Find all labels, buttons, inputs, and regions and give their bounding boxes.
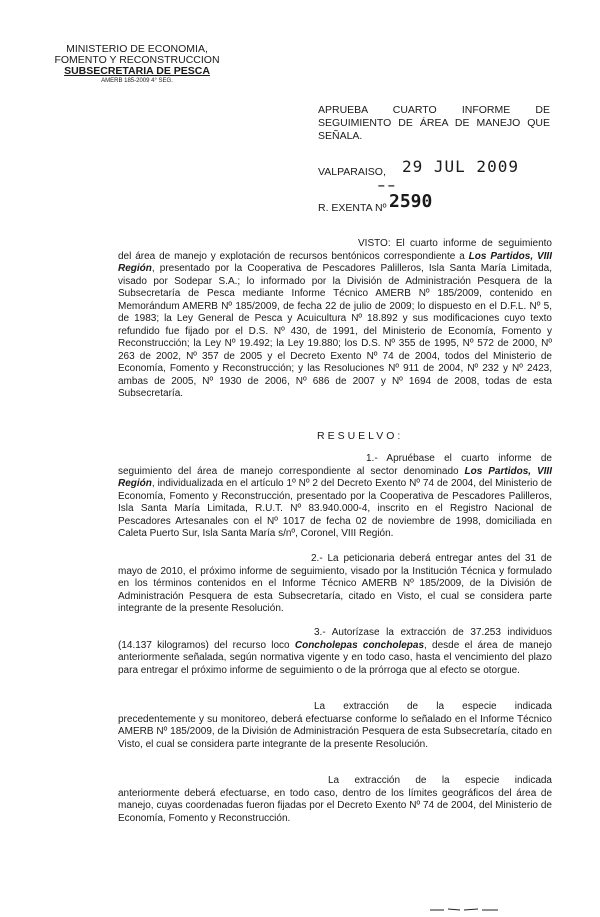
article-2 <box>118 553 552 616</box>
article-3-species: Concholepas concholepas <box>294 639 425 651</box>
letterhead <box>52 44 222 85</box>
subject-block <box>318 104 550 143</box>
article-3-text-a: 3.- Autorízase la extracción de 37.253 individuos (14.137 kilogramos) del recurso loco <box>118 627 552 651</box>
article-1 <box>118 453 552 541</box>
subject-line-1: APRUEBA CUARTO INFORME DE <box>318 104 550 116</box>
visto-text-a: VISTO: El cuarto informe de seguimiento del área de manejo y explotación de recursos bentónicos correspondiente a <box>118 238 552 262</box>
place-label: VALPARAISO, <box>318 166 386 178</box>
ministry-line-1: MINISTERIO DE ECONOMIA, <box>66 43 208 55</box>
resuelvo-heading: RESUELVO: <box>317 430 404 442</box>
resolution-number-stamp: 2590 <box>389 191 433 212</box>
subsecretariat-line: SUBSECRETARIA DE PESCA <box>64 65 210 77</box>
bottom-mark <box>430 906 500 912</box>
visto-paragraph <box>118 238 552 401</box>
article-3 <box>118 627 552 677</box>
file-reference: AMERB 185-2009 4° SEG. <box>101 78 173 84</box>
visto-sector: Los Partidos, VIII Región <box>118 250 552 274</box>
subject-line-3: SEÑALA. <box>318 130 363 142</box>
paragraph-monitoring-text: La extracción de la especie indicada precedentemente y su monitoreo, deberá efectuarse conforme lo señalado en el Informe Técnico AMERB Nº 185/2009, de la División de Administración Pesquera de esta Subsecretaría, citado en Visto, el cual se considera parte integrante de la presente Resolución. <box>118 701 552 750</box>
stamp-mark: – – <box>378 178 395 192</box>
paragraph-limits-text: La extracción de la especie indicada anteriormente deberá efectuarse, en todo caso, dentro de los límites geográficos del área de manejo, cuyas coordenadas fueron fijadas por el Decreto Exento Nº 74 de 2004, del Ministerio de Economía, Fomento y Reconstrucción. <box>118 775 552 824</box>
paragraph-monitoring <box>118 701 552 751</box>
article-1-text-b: , individualizada en el artículo 1º Nº 2 del Decreto Exento Nº 74 de 2004, del Ministerio de Economía, Fomento y Reconstrucción, presentado por la Cooperativa de Pescadores Palilleros, Isla Santa María Limitada, R.U.T. Nº 83.940.000-4, inscrito en el Registro Nacional de Pescadores Artesanales con el Nº 1017 de fecha 02 de noviembre de 1998, domiciliada en Caleta Puerto Sur, Isla Santa María s/nº, Coronel, VIII Región. <box>118 478 552 539</box>
visto-text-b: , presentado por la Cooperativa de Pescadores Palilleros, Isla Santa María Limitada, visado por Sodepar S.A.; lo informado por la División de Administración Pesquera de la Subsecretaría de Pesca mediante Informe Técnico AMERB Nº 185/2009, contenido en Memorándum AMERB Nº 185/2009, de fecha 22 de julio de 2009; lo dispuesto en el D.F.L. Nº 5, de 1983; la Ley General de Pesca y Acuicultura Nº 18.892 y sus modificaciones cuyo texto refundido fue fijado por el D.S. Nº 430, de 1991, del Ministerio de Economía, Fomento y Reconstrucción; la Ley Nº 19.492; la Ley 19.880; los D.S. Nº 355 de 1995, Nº 572 de 2000, Nº 263 de 2002, Nº 357 de 2005 y el Decreto Exento Nº 74 de 2004, todos del Ministerio de Economía, Fomento y Reconstrucción; y las Resoluciones Nº 911 de 2004, Nº 232 y Nº 2423, ambas de 2005, Nº 1930 de 2006, Nº 686 de 2007 y Nº 1694 de 2008, todas de esta Subsecretaría. <box>118 263 552 399</box>
article-1-sector: Los Partidos, VIII Región <box>118 465 552 489</box>
date-stamp: 29 JUL 2009 <box>402 157 519 176</box>
article-3-text-b: , desde el área de manejo anteriormente señalada, según normativa vigente y en todo caso, hasta el vencimiento del plazo para entregar el próximo informe de seguimiento o de la prórroga que al efecto se otorgue. <box>118 639 552 676</box>
article-2-text: 2.- La peticionaria deberá entregar antes del 31 de mayo de 2010, el próximo informe de seguimiento, visado por la Institución Técnica y formulado en los términos contenidos en el Informe Técnico AMERB Nº 185/2009, de la División de Administración Pesquera de esta Subsecretaría, citado en Visto, el cual se considera parte integrante de la presente Resolución. <box>118 553 552 614</box>
ministry-line-2: FOMENTO Y RECONSTRUCCION <box>54 54 220 66</box>
paragraph-limits <box>118 775 552 825</box>
subject-line-2: SEGUIMIENTO DE ÁREA DE MANEJO QUE <box>318 117 550 129</box>
resolution-label: R. EXENTA Nº <box>318 202 387 214</box>
article-1-text-a: 1.- Apruébase el cuarto informe de seguimiento del área de manejo correspondiente al sector denominado <box>118 453 552 477</box>
